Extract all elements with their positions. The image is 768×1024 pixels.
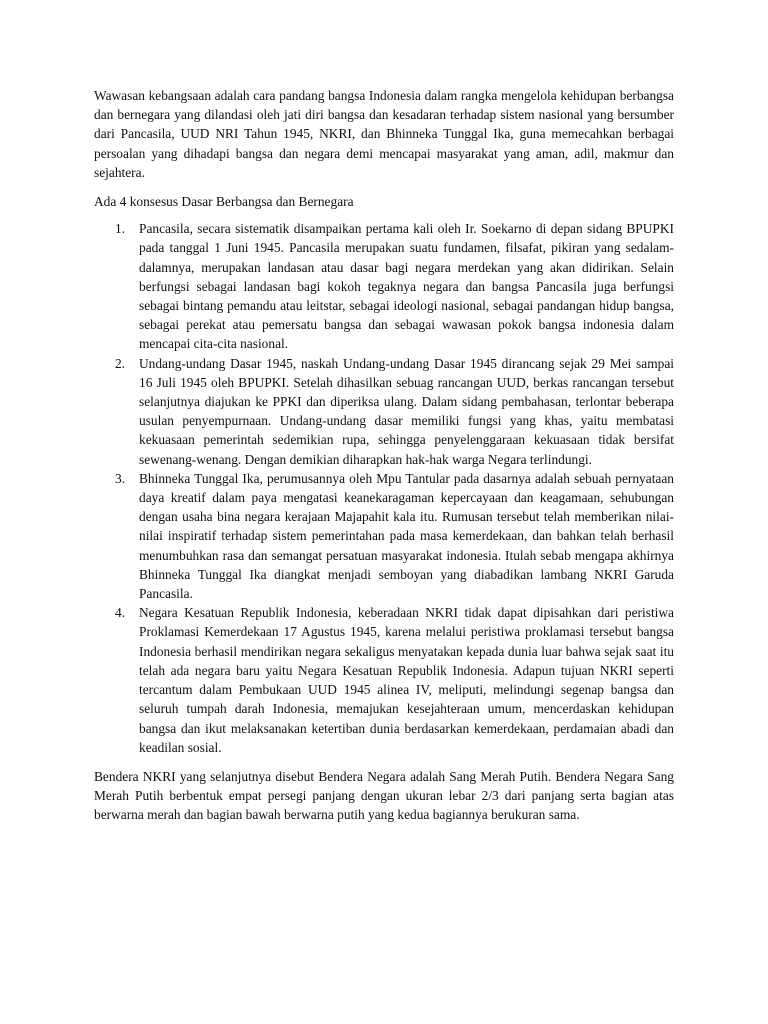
list-item <box>94 469 674 603</box>
list-item <box>94 603 674 757</box>
list-item <box>94 219 674 353</box>
consensus-list <box>94 219 674 757</box>
document-page <box>94 86 674 825</box>
list-item-text: Negara Kesatuan Republik Indonesia, keberadaan NKRI tidak dapat dipisahkan dari peristiwa Proklamasi Kemerdekaan 17 Agustus 1945, karena melalui peristiwa proklamasi tersebut bangsa Indonesia berhasil mendirikan negara sekaligus menyatakan kepada dunia luar bahwa sejak saat itu telah ada negara baru yaitu Negara Kesatuan Republik Indonesia. Adapun tujuan NKRI seperti tercantum dalam Pembukaan UUD 1945 alinea IV, meliputi, melindungi segenap bangsa dan seluruh tumpah darah Indonesia, memajukan kesejahteraan umum, mencerdaskan kehidupan bangsa dan ikut melaksanakan ketertiban dunia berdasarkan kemerdekaan, perdamaian abadi dan keadilan sosial. <box>139 605 674 755</box>
list-item-number: 1. <box>115 221 126 237</box>
list-item-number: 3. <box>115 470 126 486</box>
closing-paragraph: Bendera NKRI yang selanjutnya disebut Bendera Negara adalah Sang Merah Putih. Bendera Negara Sang Merah Putih berbentuk empat persegi panjang dengan ukuran lebar 2/3 dari panjang serta bagian atas berwarna merah dan bagian bawah berwarna putih yang kedua bagiannya berukuran sama. <box>94 768 674 823</box>
list-item <box>94 354 674 469</box>
intro-paragraph: Wawasan kebangsaan adalah cara pandang bangsa Indonesia dalam rangka mengelola kehidupan berbangsa dan bernegara yang dilandasi oleh jati diri bangsa dan kesadaran terhadap sistem nasional yang bersumber dari Pancasila, UUD NRI Tahun 1945, NKRI, dan Bhinneka Tunggal Ika, guna memecahkan berbagai persoalan yang dihadapi bangsa dan negara demi mencapai masyarakat yang aman, adil, makmur dan sejahtera. <box>94 88 674 180</box>
list-item-number: 4. <box>115 605 126 621</box>
list-heading: Ada 4 konsesus Dasar Berbangsa dan Bernegara <box>94 194 354 210</box>
list-item-text: Bhinneka Tunggal Ika, perumusannya oleh Mpu Tantular pada dasarnya adalah sebuah pernyataan daya kreatif dalam paya mengatasi keanekaragaman kepercayaan dan keagamaan, sehubungan dengan usaha bina negara kerajaan Majapahit kala itu. Rumusan tersebut telah memberikan nilai-nilai inspiratif terhadap sistem pemerintahan pada masa kemerdekaan, dan bahkan telah berhasil menumbuhkan rasa dan semangat persatuan masyarakat indonesia. Itulah sebab mengapa akhirnya Bhinneka Tunggal Ika diangkat menjadi semboyan yang diabadikan lambang NKRI Garuda Pancasila. <box>139 470 674 602</box>
list-item-text: Pancasila, secara sistematik disampaikan pertama kali oleh Ir. Soekarno di depan sidang BPUPKI pada tanggal 1 Juni 1945. Pancasila merupakan suatu fundamen, filsafat, pikiran yang sedalam-dalamnya, merupakan landasan atau dasar bagi negara merdekan yang akan didirikan. Selain berfungsi sebagai landasan bagi kokoh tegaknya negara dan bangsa Pancasila juga berfungsi sebagai bintang pemandu atau leitstar, sebagai ideologi nasional, sebagai pandangan hidup bangsa, sebagai perekat atau pemersatu bangsa dan sebagai wawasan pokok bangsa indonesia dalam mencapai cita-cita nasional. <box>139 221 674 352</box>
list-item-text: Undang-undang Dasar 1945, naskah Undang-undang Dasar 1945 dirancang sejak 29 Mei sampai 16 Juli 1945 oleh BPUPKI. Setelah dihasilkan sebuag rancangan UUD, berkas rancangan tersebut selanjutnya diajukan ke PPKI dan diperiksa ulang. Dalam sidang pembahasan, terlontar beberapa usulan penyempurnaan. Undang-undang dasar memiliki fungsi yang khas, yaitu membatasi kekuasaan pemerintah sedemikian rupa, sehingga penyelenggaraan kekuasaan tidak bersifat sewenang-wenang. Dengan demikian diharapkan hak-hak warga Negara terlindungi. <box>139 355 674 467</box>
list-item-number: 2. <box>115 355 126 371</box>
